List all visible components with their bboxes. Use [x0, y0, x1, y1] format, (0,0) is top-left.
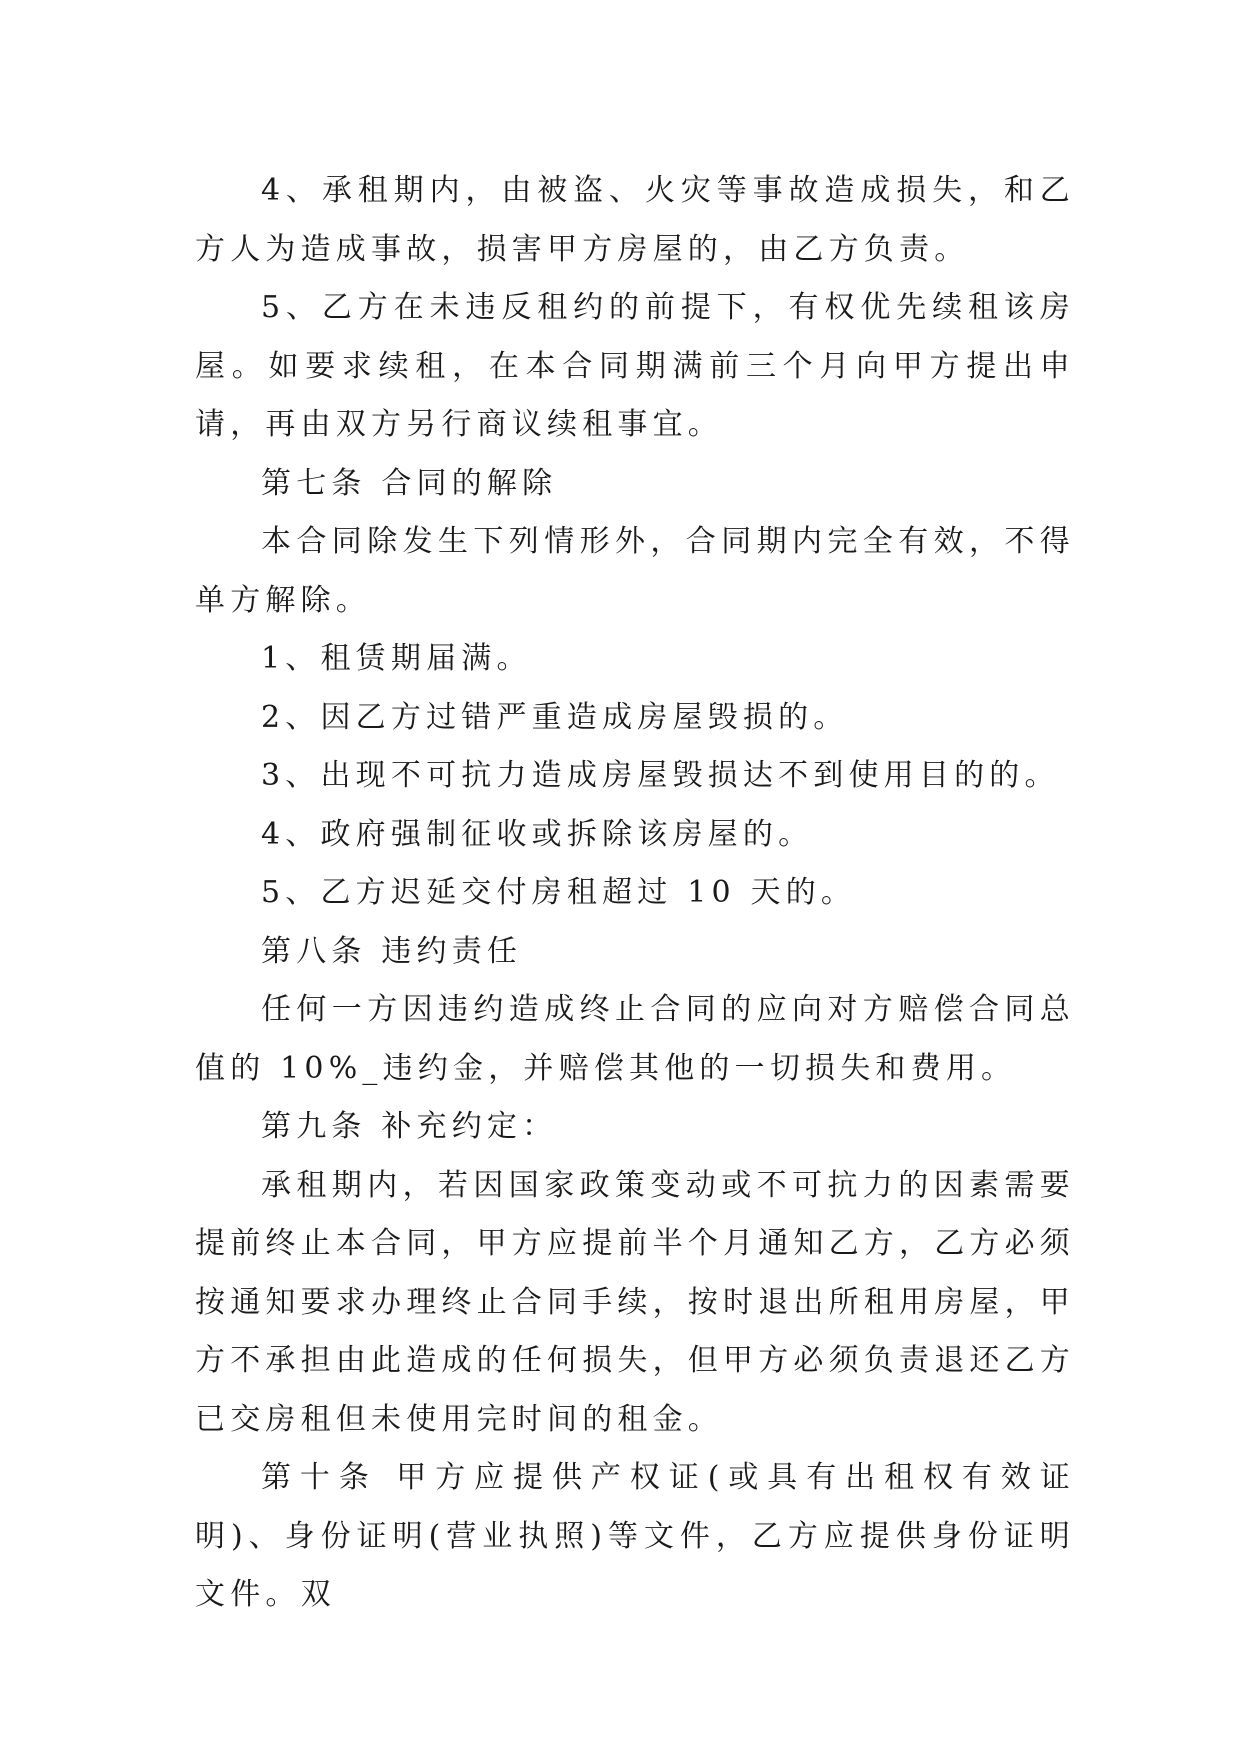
termination-item-5: 5、乙方迟延交付房租超过 10 天的。 — [261, 875, 857, 910]
clause-5-paragraph: 5、乙方在未违反租约的前提下，有权优先续租该房屋。如要求续租，在本合同期满前三个月向甲方提出申请，再由双方另行商议续租事宜。 — [195, 290, 1075, 442]
document-body — [195, 162, 1075, 1625]
article-10-body: 第十条 甲方应提供产权证(或具有出租权有效证明)、身份证明(营业执照)等文件，乙方应提供身份证明文件。双 — [195, 1460, 1075, 1612]
article-8-heading: 第八条 违约责任 — [261, 933, 523, 969]
termination-item-2: 2、因乙方过错严重造成房屋毁损的。 — [261, 699, 849, 735]
article-7-heading: 第七条 合同的解除 — [261, 465, 558, 501]
clause-4-paragraph: 4、承租期内，由被盗、火灾等事故造成损失，和乙方人为造成事故，损害甲方房屋的，由乙方负责。 — [195, 173, 1075, 267]
termination-item-1: 1、租赁期届满。 — [261, 641, 532, 676]
article-9-heading: 第九条 补充约定： — [261, 1109, 558, 1144]
termination-item-4: 4、政府强制征收或拆除该房屋的。 — [261, 816, 814, 852]
article-7-intro: 本合同除发生下列情形外，合同期内完全有效，不得单方解除。 — [195, 524, 1075, 618]
article-9-body: 承租期内，若因国家政策变动或不可抗力的因素需要提前终止本合同，甲方应提前半个月通知乙方，乙方必须按通知要求办理终止合同手续，按时退出所租用房屋，甲方不承担由此造成的任何损失，但甲方必须负责退还乙方已交房租但未使用完时间的租金。 — [195, 1167, 1075, 1437]
termination-item-3: 3、出现不可抗力造成房屋毁损达不到使用目的的。 — [261, 758, 1060, 793]
article-8-body: 任何一方因违约造成终止合同的应向对方赔偿合同总值的 10%_违约金，并赔偿其他的一切损失和费用。 — [195, 992, 1075, 1086]
